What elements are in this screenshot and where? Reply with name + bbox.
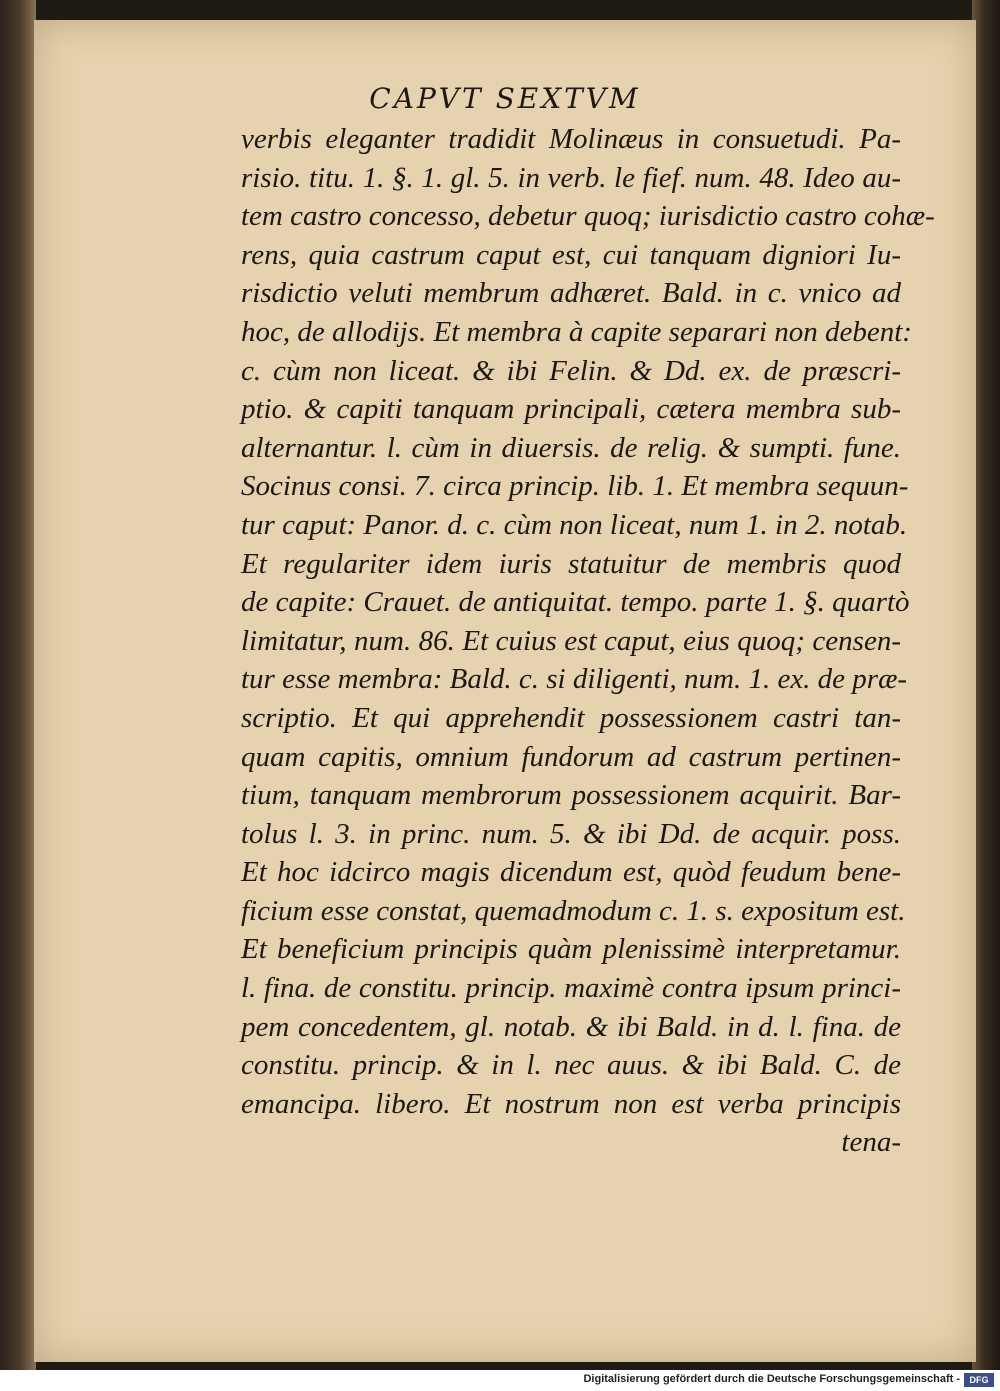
text-line: scriptio. Et qui apprehendit possessionem castri tan- (241, 701, 901, 734)
text-line: quam capitis, omnium fundorum ad castrum pertinen- (241, 740, 901, 773)
text-line: Et regulariter idem iuris statuitur de membris quod (241, 547, 901, 580)
text-line: l. fina. de constitu. princip. maximè contra ipsum princi- (241, 972, 901, 1005)
footer-bar (0, 1370, 1000, 1391)
running-title: CAPVT SEXTVM (369, 82, 641, 115)
funding-credit: Digitalisierung gefördert durch die Deutsche Forschungsgemeinschaft - (583, 1373, 960, 1385)
body-text (241, 120, 935, 1162)
text-line: alternantur. l. cùm in diuersis. de relig. & sumpti. fune. (241, 431, 901, 464)
text-line: limitatur, num. 86. Et cuius est caput, eius quoq; censen- (241, 624, 901, 657)
text-line: ptio. & capiti tanquam principali, cætera membra sub- (241, 393, 901, 426)
scan-edge-right (972, 0, 1000, 1370)
dfg-logo: DFG (964, 1373, 994, 1387)
scan-edge-left (0, 0, 36, 1370)
text-line: risio. titu. 1. §. 1. gl. 5. in verb. le fief. num. 48. Ideo au- (241, 161, 901, 194)
text-line: verbis eleganter tradidit Molinæus in consuetudi. Pa- (241, 123, 901, 155)
text-line: tur caput: Panor. d. c. cùm non liceat, num 1. in 2. notab. (241, 508, 908, 541)
text-line: tium, tanquam membrorum possessionem acquirit. Bar- (241, 779, 901, 812)
text-line: Et hoc idcirco magis dicendum est, quòd feudum bene- (241, 856, 901, 889)
text-line: c. cùm non liceat. & ibi Felin. & Dd. ex. de præscri- (241, 354, 901, 387)
text-line: constitu. princip. & in l. nec auus. & ibi Bald. C. de (241, 1049, 901, 1082)
text-line: Socinus consi. 7. circa princip. lib. 1. Et membra sequun- (241, 470, 909, 503)
text-line: tur esse membra: Bald. c. si diligenti, num. 1. ex. de præ- (241, 663, 908, 696)
text-line: de capite: Crauet. de antiquitat. tempo. parte 1. §. quartò (241, 586, 910, 619)
catchword: tena- (841, 1126, 901, 1159)
text-line: hoc, de allodijs. Et membra à capite separari non debent: (241, 315, 912, 348)
text-line: ficium esse constat, quemadmodum c. 1. s. expositum est. (241, 894, 906, 927)
book-page (34, 20, 976, 1362)
text-line: Et beneficium principis quàm plenissimè interpretamur. (241, 933, 901, 966)
text-line: risdictio veluti membrum adhæret. Bald. in c. vnico ad (241, 277, 901, 310)
text-line: tolus l. 3. in princ. num. 5. & ibi Dd. de acquir. poss. (241, 817, 901, 850)
text-line: emancipa. libero. Et nostrum non est verba principis (241, 1087, 901, 1120)
text-line: rens, quia castrum caput est, cui tanquam digniori Iu- (241, 238, 901, 271)
text-line: pem concedentem, gl. notab. & ibi Bald. in d. l. fina. de (241, 1010, 901, 1043)
text-line: tem castro concesso, debetur quoq; iurisdictio castro cohæ- (241, 200, 935, 233)
